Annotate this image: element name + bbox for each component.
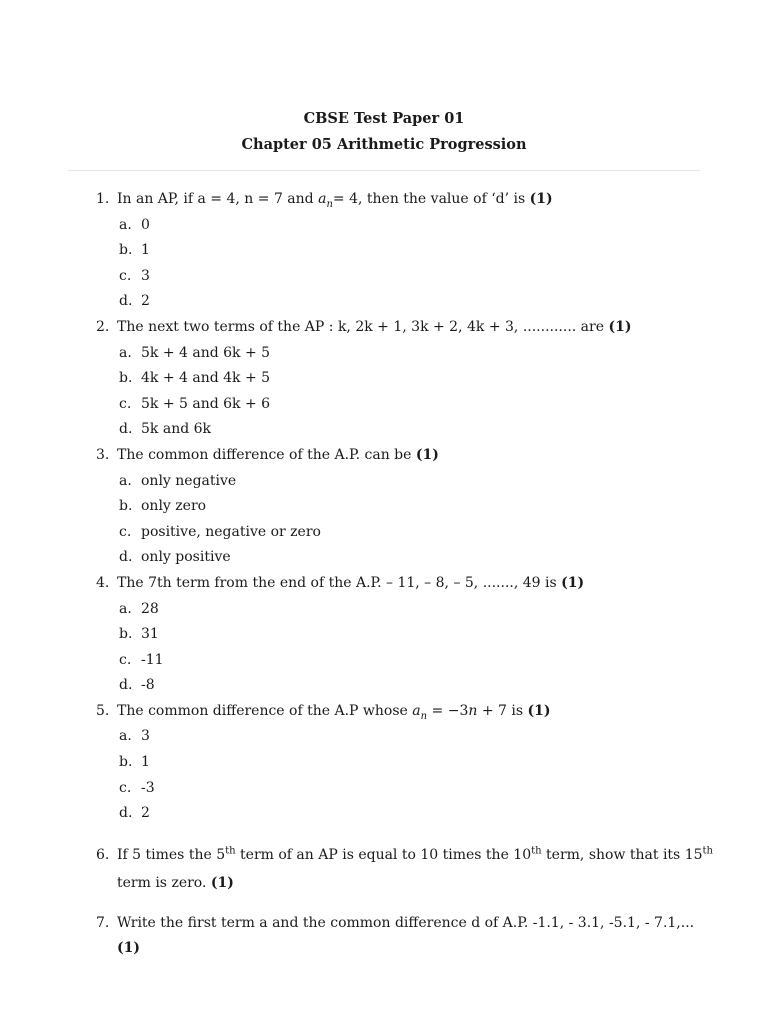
question-text: The common difference of the A.P whose $a_n = -3n + 7$ is (1) (117, 702, 551, 722)
question-7 (96, 911, 716, 962)
question-number: 4. (96, 574, 110, 591)
option: d. 2 (119, 293, 150, 310)
chapter-title: Chapter 05 Arithmetic Progression (241, 136, 527, 153)
option: c. -11 (119, 651, 164, 668)
question-number: 6. (96, 846, 110, 863)
question-1 (96, 187, 716, 315)
option: a. 28 (119, 600, 159, 617)
question-number: 2. (96, 318, 110, 335)
option: c. -3 (119, 779, 155, 796)
option: c. positive, negative or zero (119, 523, 321, 540)
option: a. 3 (119, 728, 150, 745)
option: d. only positive (119, 549, 231, 566)
marks: (1) (117, 940, 140, 957)
question-5 (96, 699, 716, 827)
options (119, 724, 716, 826)
option: c. 5k + 5 and 6k + 6 (119, 395, 271, 412)
options (119, 469, 716, 571)
question-text: The 7th term from the end of the A.P. – 11, – 8, – 5, ......., 49 is (1) (117, 574, 585, 591)
math-a-n: $a_n$ (318, 191, 333, 210)
marks: (1) (527, 702, 551, 719)
question-6 (96, 841, 716, 897)
paper-header (0, 106, 768, 158)
question-2 (96, 315, 716, 443)
option: a. 0 (119, 216, 150, 233)
option: d. 2 (119, 805, 150, 822)
marks: (1) (529, 191, 553, 207)
marks: (1) (561, 574, 585, 591)
question-3 (96, 443, 716, 571)
question-number: 7. (96, 914, 110, 931)
marks: (1) (210, 874, 234, 891)
options (119, 341, 716, 443)
question-text: The next two terms of the AP : k, 2k + 1, 3k + 2, 4k + 3, ............ are (1) (117, 318, 632, 335)
option: b. 31 (119, 626, 159, 643)
option: a. only negative (119, 472, 237, 489)
marks: (1) (608, 318, 632, 335)
option: d. -8 (119, 677, 155, 694)
question-number: 5. (96, 702, 110, 719)
marks: (1) (415, 446, 439, 463)
options (119, 597, 716, 699)
option: a. 5k + 4 and 6k + 5 (119, 344, 271, 361)
question-number: 3. (96, 446, 110, 463)
question-text: If 5 times the 5th term of an AP is equal to 10 times the 10th term, show that its 15th term is zero. (1) (117, 845, 713, 891)
question-text: In an AP, if a = 4, n = 7 and $a_n= 4$, then the value of ‘d’ is (1) (117, 191, 553, 210)
option: b. 1 (119, 754, 150, 771)
option: b. 4k + 4 and 4k + 5 (119, 370, 271, 387)
option: b. 1 (119, 242, 150, 259)
question-text: The common difference of the A.P. can be (1) (117, 446, 439, 463)
options (119, 213, 716, 315)
question-list (96, 187, 716, 962)
option: b. only zero (119, 498, 207, 515)
math-expression: $a_n = -3n + 7$ (412, 702, 507, 722)
question-4 (96, 571, 716, 699)
option: d. 5k and 6k (119, 421, 212, 438)
header-divider (68, 170, 700, 171)
question-text: Write the first term a and the common difference d of A.P. -1.1, - 3.1, -5.1, - 7.1,... (1) (117, 914, 695, 957)
option: c. 3 (119, 267, 150, 284)
question-number: 1. (96, 191, 110, 207)
paper-title: CBSE Test Paper 01 (303, 110, 465, 127)
